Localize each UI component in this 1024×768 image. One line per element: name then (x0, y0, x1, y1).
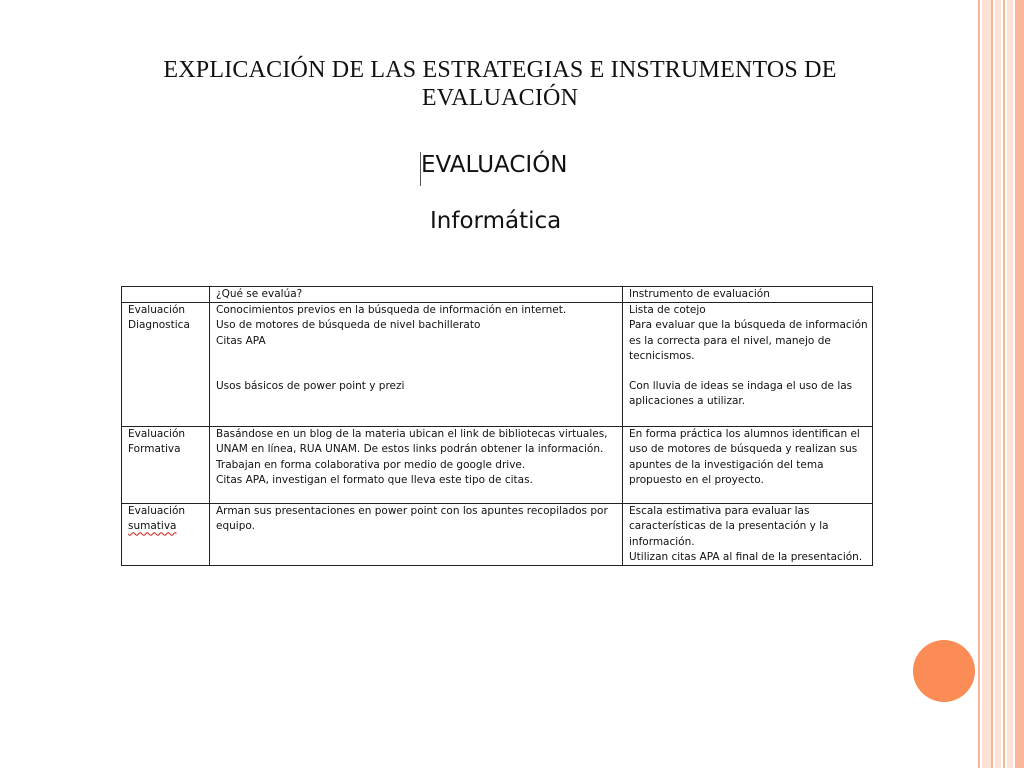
slide-title-line-2: EVALUACIÓN (421, 85, 579, 111)
instrument-line: Utilizan citas APA al final de la presentación. (629, 550, 863, 563)
what-cell (210, 504, 623, 566)
what-line (216, 379, 616, 394)
accent-circle (913, 640, 975, 702)
instrument-cell (623, 303, 873, 427)
instrument-line: uso de motores de búsqueda y realizan sus (629, 443, 858, 456)
what-line: Conocimientos previos en la búsqueda de información en internet. (216, 304, 567, 317)
decor-stripe-6 (1007, 0, 1013, 768)
instrument-cell (623, 427, 873, 504)
heading-evaluacion: EVALUACIÓN (421, 152, 568, 178)
instrument-line: En forma práctica los alumnos identifican el (629, 428, 860, 441)
instrument-line: información. (629, 535, 695, 548)
instrument-line: Con lluvia de ideas se indaga el uso de las (629, 380, 853, 393)
decor-stripe-1 (978, 0, 980, 768)
row-label-line: Diagnostica (128, 319, 190, 332)
instrument-line: apuntes de la investigación del tema (629, 458, 824, 471)
row-label-cell (122, 303, 210, 427)
instrument-line: es la correcta para el nivel, manejo de (629, 334, 831, 347)
instrument-line: tecnicismos. (629, 349, 695, 362)
instrument-line: Para evaluar que la búsqueda de información (629, 319, 868, 332)
row-label-line: Formativa (128, 443, 181, 456)
instrument-line: propuesto en el proyecto. (629, 473, 764, 486)
evaluation-table (121, 286, 873, 566)
header-cell-instrument: Instrumento de evaluación (623, 287, 873, 303)
instrument-line: características de la presentación y la (629, 520, 829, 533)
blank-line (216, 349, 616, 364)
header-cell-what: ¿Qué se evalúa? (210, 287, 623, 303)
row-label-cell (122, 427, 210, 504)
table-header-row (122, 287, 873, 303)
row-label-line: Evaluación (128, 428, 186, 441)
header-cell-empty (122, 287, 210, 303)
decor-stripe-4 (995, 0, 1001, 768)
what-line: UNAM en línea, RUA UNAM. De estos links podrán obtener la información. (216, 443, 604, 456)
decor-stripe-7 (1015, 0, 1024, 768)
row-label-line: sumativa (128, 520, 177, 533)
subheading-informatica: Informática (430, 208, 562, 234)
what-line: equipo. (216, 520, 255, 533)
slide-title-line-1: EXPLICACIÓN DE LAS ESTRATEGIAS E INSTRUMENTOS DE (163, 57, 837, 83)
instrument-line: Lista de cotejo (629, 304, 706, 317)
row-label-line: Evaluación (128, 505, 186, 518)
what-line: Arman sus presentaciones en power point con los apuntes recopilados por (216, 505, 608, 518)
row-label-cell (122, 504, 210, 566)
what-cell (210, 427, 623, 504)
what-line: Basándose en un blog de la materia ubican el link de bibliotecas virtuales, (216, 428, 608, 441)
what-line: Citas APA, investigan el formato que lleva este tipo de citas. (216, 473, 533, 486)
instrument-line: Escala estimativa para evaluar las (629, 505, 810, 518)
what-line: Citas APA (216, 334, 266, 347)
what-line-text: Usos básicos de power point y prezi (216, 380, 405, 393)
what-line: Uso de motores de búsqueda de nivel bachillerato (216, 319, 481, 332)
decor-stripe-3 (991, 0, 993, 768)
table-row-diagnostica (122, 303, 873, 427)
table-row-formativa (122, 427, 873, 504)
decor-stripe-5 (1003, 0, 1005, 768)
row-label-line: Evaluación (128, 304, 186, 317)
blank-line (629, 364, 866, 379)
what-line: Trabajan en forma colaborativa por medio de google drive. (216, 458, 526, 471)
decor-stripe-2 (982, 0, 991, 768)
table-row-sumativa (122, 504, 873, 566)
slide-title (100, 56, 900, 112)
instrument-line: aplicaciones a utilizar. (629, 395, 746, 408)
instrument-cell (623, 504, 873, 566)
what-cell (210, 303, 623, 427)
